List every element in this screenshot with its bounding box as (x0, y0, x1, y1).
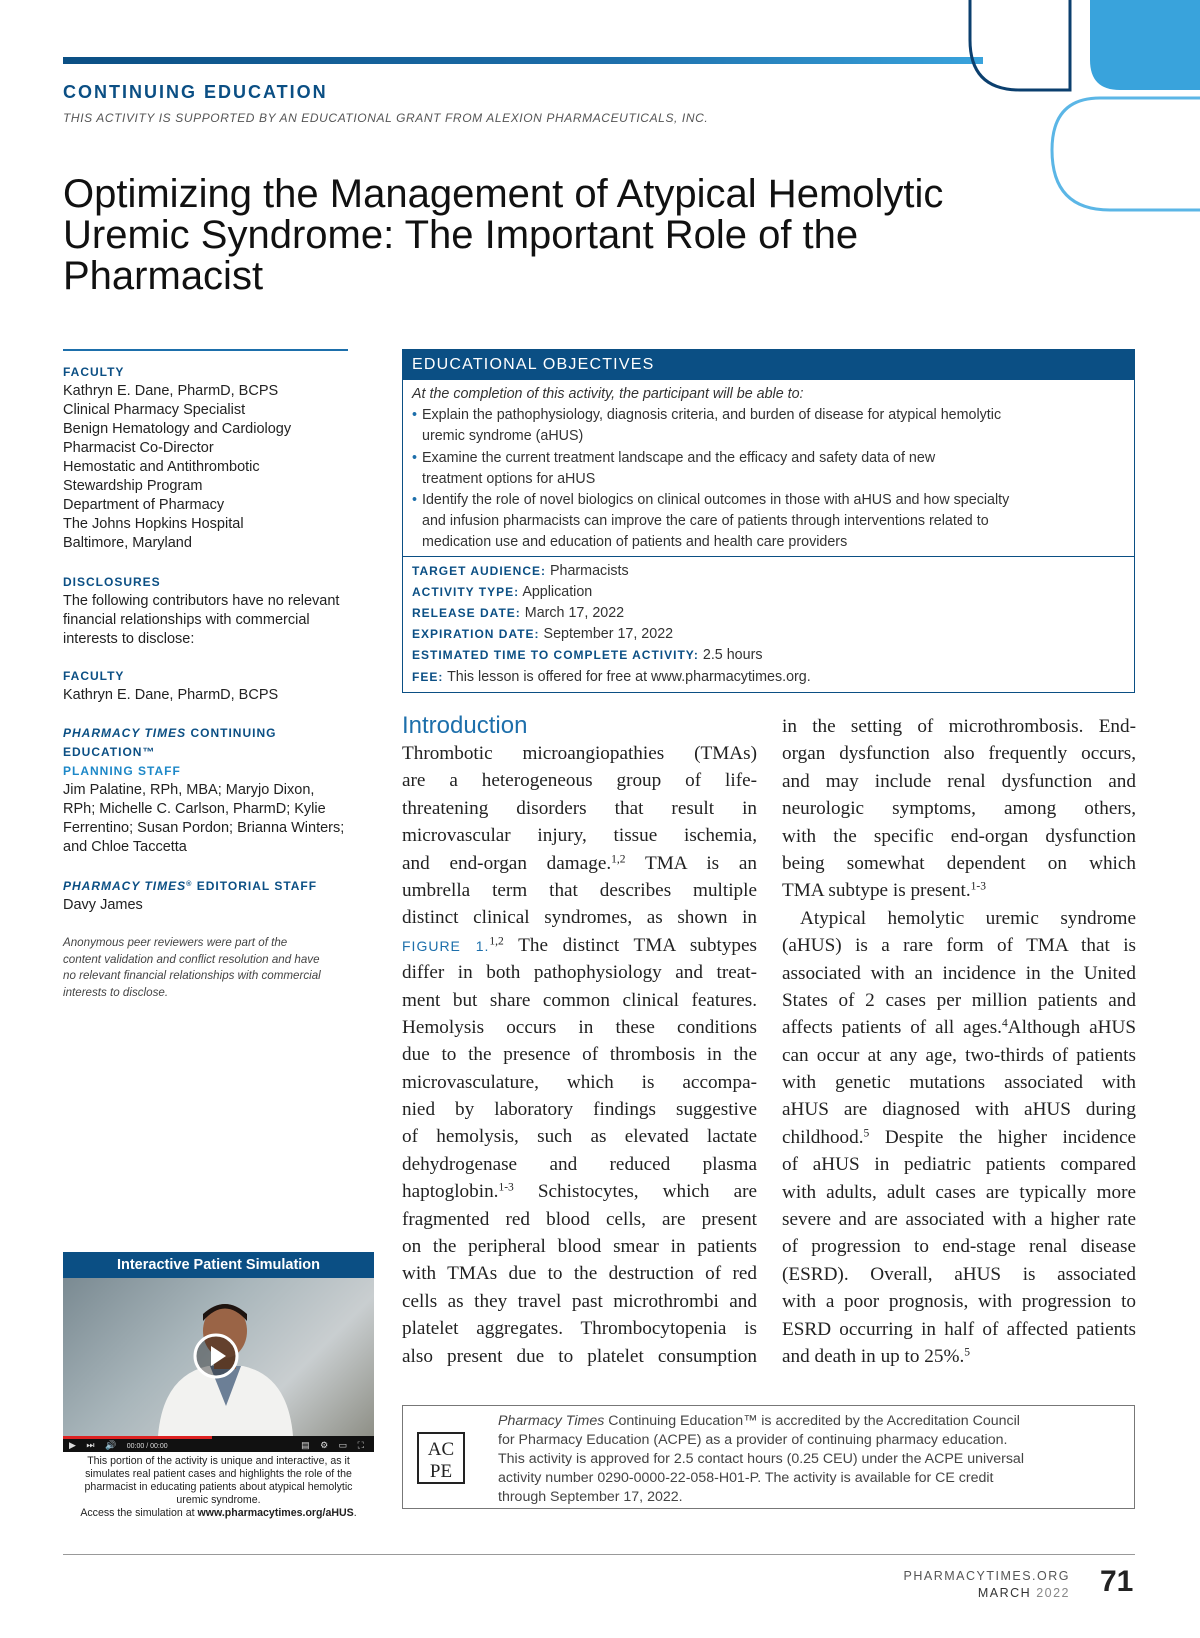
introduction-heading: Introduction (402, 712, 528, 739)
text-line: Hemolysis occurs in these conditions (402, 1016, 757, 1038)
peer-reviewer-note (63, 935, 363, 1001)
objectives-intro: At the completion of this activity, the participant will be able to: (412, 386, 804, 402)
estimated-time-value: 2.5 hours (702, 647, 763, 664)
planning-staff-heading: PLANNING STAFF (63, 764, 181, 778)
activity-detail-row (412, 667, 1125, 688)
text-line: distinct clinical syndromes, as shown in (402, 907, 757, 929)
citation: 1,2 (489, 935, 504, 948)
faculty-line: The Johns Hopkins Hospital (63, 516, 244, 532)
text-line: of hemolysis, such as elevated lactate (402, 1126, 757, 1148)
article-title (63, 174, 1063, 297)
title-line: Uremic Syndrome: The Important Role of the (63, 213, 859, 257)
peer-reviewer-line: interests to disclose. (63, 985, 169, 999)
text-line: threatening disorders that result in (402, 797, 757, 819)
ptce-heading (63, 724, 363, 743)
objectives-heading: EDUCATIONAL OBJECTIVES (403, 350, 1134, 380)
activity-detail-row (412, 582, 1125, 603)
settings-fullscreen-icons[interactable]: ▤ ⚙ ▭ ⛶ (301, 1440, 368, 1450)
simulation-caption-line: simulates real patient cases and highlights the role of the (85, 1468, 352, 1480)
citation: 1-3 (498, 1181, 514, 1194)
ptce-heading-rest: CONTINUING (186, 726, 277, 740)
text-line: due to the presence of thrombosis in the (402, 1044, 757, 1066)
estimated-time-label: ESTIMATED TIME TO COMPLETE ACTIVITY: (412, 648, 699, 663)
objective-line: • Identify the role of novel biologics on clinical outcomes in those with aHUS and how specialty (422, 492, 1010, 509)
page-number: 71 (1100, 1565, 1134, 1598)
accreditation-line: activity number 0290-0000-22-058-H01-P. The activity is available for CE credit (498, 1470, 994, 1486)
text-line (402, 1178, 757, 1205)
text-line: ESRD occurring in half of affected patients (782, 1318, 1136, 1340)
text-line: being somewhat dependent on which (782, 852, 1136, 874)
deco-solid-shape (1090, 0, 1200, 90)
text-line: can occur at any age, two-thirds of patients (782, 1044, 1136, 1066)
video-progress-bar[interactable] (63, 1436, 212, 1439)
disclosures-line: interests to disclose: (63, 631, 195, 647)
planning-staff-line: Ferrentino; Susan Pordon; Brianna Winters; (63, 820, 345, 836)
text-line: (aHUS) is a rare form of TMA that is (782, 935, 1136, 957)
editorial-staff-heading (63, 877, 363, 896)
text-span: TMA subtype is present. (782, 880, 971, 902)
text-line: with a poor prognosis, with progression to (782, 1291, 1136, 1313)
citation: 1-3 (970, 881, 987, 894)
text-span: childhood. (782, 1126, 864, 1148)
simulation-caption-line: This portion of the activity is unique and interactive, as it (87, 1455, 350, 1467)
objective-item (412, 448, 1125, 490)
disclosures-line: financial relationships with commercial (63, 612, 310, 628)
svg-text:PE: PE (429, 1461, 453, 1482)
text-line: States of 2 cases per million patients and (782, 989, 1136, 1011)
editorial-heading-brand: PHARMACY TIMES (63, 879, 187, 893)
text-span: Despite the higher incidence (869, 1126, 1136, 1148)
faculty-line: Pharmacist Co-Director (63, 440, 214, 456)
faculty-line: Kathryn E. Dane, PharmD, BCPS (63, 383, 279, 399)
faculty-block (63, 363, 363, 553)
activity-detail-row (412, 603, 1125, 624)
editorial-staff-block (63, 877, 363, 915)
section-label: CONTINUING EDUCATION (63, 82, 328, 102)
accreditation-line: This activity is approved for 2.5 contact hours (0.25 CEU) under the ACPE universal (498, 1451, 1024, 1467)
text-line: also present due to platelet consumption (402, 1345, 757, 1367)
simulation-video[interactable] (63, 1278, 374, 1436)
text-line: umbrella term that describes multiple (402, 879, 757, 901)
play-icon[interactable] (193, 1333, 239, 1379)
deco-light-outline-shape (1052, 98, 1200, 210)
article-column-right (782, 713, 1136, 1370)
disclosures-block (63, 573, 363, 649)
educational-objectives-box (402, 349, 1135, 693)
text-line: in the setting of microthrombosis. End- (782, 716, 1136, 737)
fee-value: This lesson is offered for free at www.pharmacytimes.org. (447, 668, 811, 685)
text-line (782, 877, 1136, 904)
simulation-heading: Interactive Patient Simulation (63, 1252, 374, 1278)
faculty-disclosure-block (63, 667, 363, 705)
text-line (402, 850, 757, 877)
objective-line: • Examine the current treatment landscape and the efficacy and safety data of new (422, 449, 936, 466)
figure-reference-link[interactable]: FIGURE 1. (402, 937, 490, 954)
text-line: of progression to end-stage renal disease (782, 1236, 1136, 1258)
activity-detail-row (412, 645, 1125, 666)
grant-note: THIS ACTIVITY IS SUPPORTED BY AN EDUCATIONAL GRANT FROM ALEXION PHARMACEUTICALS, INC. (63, 111, 709, 125)
text-line: (ESRD). Overall, aHUS is associated (782, 1263, 1136, 1285)
simulation-access-line (63, 1507, 374, 1520)
simulation-caption (63, 1455, 374, 1520)
sidebar-rule (63, 349, 348, 351)
accreditation-text (498, 1412, 1118, 1507)
text-line: with genetic mutations associated with (782, 1072, 1136, 1094)
svg-text:AC: AC (427, 1439, 455, 1460)
footer-year: 2022 (1036, 1586, 1070, 1600)
text-line: Atypical hemolytic uremic syndrome (800, 907, 1136, 929)
text-line: and may include renal dysfunction and (782, 770, 1136, 792)
footer-month: MARCH (977, 1586, 1032, 1600)
text-line: associated with an incidence in the United (782, 962, 1136, 984)
activity-type-label: ACTIVITY TYPE: (412, 584, 520, 599)
text-span: Schistocytes, which are (513, 1181, 757, 1203)
footer-rule (63, 1554, 1135, 1555)
playback-control-icons[interactable]: ▶ ⏭ 🔊 00:00 / 00:00 (69, 1440, 168, 1450)
text-span: affects patients of all ages. (782, 1017, 1002, 1039)
accreditation-text-span: Continuing Education™ is accredited by the Accreditation Council (604, 1413, 1020, 1429)
text-line: aHUS are diagnosed with aHUS during (782, 1099, 1136, 1121)
objective-line: and infusion pharmacists can improve the care of patients through interventions related to (422, 513, 989, 530)
video-controls (63, 1436, 374, 1452)
accreditation-line: through September 17, 2022. (498, 1489, 683, 1505)
text-line: organ dysfunction also frequently occurs, (782, 743, 1136, 765)
faculty-line: Stewardship Program (63, 478, 203, 494)
text-line: microvasculature, which is accompa- (402, 1071, 757, 1093)
planning-staff-line: and Chloe Taccetta (63, 839, 187, 855)
target-audience-value: Pharmacists (549, 562, 629, 579)
simulation-caption-line: uremic syndrome. (176, 1494, 261, 1506)
objective-line: • Explain the pathophysiology, diagnosis criteria, and burden of disease for atypical hemolytic (422, 407, 1002, 424)
faculty-heading: FACULTY (63, 365, 125, 379)
accreditation-brand: Pharmacy Times (498, 1413, 605, 1429)
text-line: of aHUS in pediatric patients compared (782, 1154, 1136, 1176)
simulation-caption-line: pharmacist in educating patients about atypical hemolytic (84, 1481, 353, 1493)
planning-staff-block (63, 724, 363, 857)
article-column-left (402, 740, 757, 1370)
fee-label: FEE: (412, 669, 444, 684)
simulation-link[interactable]: www.pharmacytimes.org/aHUS (197, 1507, 354, 1519)
text-line: nied by laboratory findings suggestive (402, 1099, 757, 1121)
release-date-label: RELEASE DATE: (412, 606, 521, 621)
text-span: Although aHUS (1007, 1017, 1137, 1039)
text-line: severe and are associated with a higher rate (782, 1209, 1136, 1231)
faculty-line: Department of Pharmacy (63, 497, 225, 513)
editorial-staff-name: Davy James (63, 897, 143, 913)
objectives-body (403, 380, 1134, 557)
patient-simulation-box (63, 1252, 374, 1520)
text-span: and death in up to 25%. (782, 1345, 965, 1367)
objective-item (412, 490, 1125, 554)
activity-details (403, 557, 1134, 688)
faculty-line: Clinical Pharmacy Specialist (63, 402, 246, 418)
peer-reviewer-line: content validation and conflict resolution and have (63, 952, 320, 966)
accreditation-line (498, 1412, 1118, 1431)
text-line: differ in both pathophysiology and treat- (402, 962, 757, 984)
expiration-date-value: September 17, 2022 (543, 626, 674, 643)
text-span: haptoglobin. (402, 1181, 499, 1203)
text-line: platelet aggregates. Thrombocytopenia is (402, 1318, 757, 1340)
header-accent-bar (63, 57, 983, 64)
planning-staff-line: RPh; Michelle C. Carlson, PharmD; Kylie (63, 801, 326, 817)
peer-reviewer-line: Anonymous peer reviewers were part of the (63, 936, 288, 949)
target-audience-label: TARGET AUDIENCE: (412, 563, 546, 578)
objective-line: uremic syndrome (aHUS) (422, 428, 584, 445)
citation: 5 (863, 1127, 870, 1140)
peer-reviewer-line: no relevant financial relationships with commercial (63, 969, 321, 982)
faculty-line: Benign Hematology and Cardiology (63, 421, 292, 437)
ptce-heading-brand: PHARMACY TIMES (63, 726, 187, 740)
accreditation-box (402, 1405, 1135, 1509)
expiration-date-label: EXPIRATION DATE: (412, 627, 540, 642)
text-line: with TMAs due to the destruction of red (402, 1263, 757, 1285)
text-line (402, 932, 757, 959)
text-line (782, 1124, 1136, 1151)
text-line: neurologic symptoms, among others, (782, 798, 1136, 820)
deco-outline-shape (970, 0, 1070, 90)
text-line: with the specific end-organ dysfunction (782, 825, 1136, 847)
registered-mark: ® (186, 879, 193, 889)
text-line: on the peripheral blood smear in patients (402, 1236, 757, 1258)
text-span: and end-organ damage. (402, 852, 612, 874)
accreditation-line: for Pharmacy Education (ACPE) as a provider of continuing pharmacy education. (498, 1432, 1008, 1448)
footer-issue-date (870, 1586, 1070, 1600)
activity-type-value: Application (522, 583, 593, 600)
footer-site: PHARMACYTIMES.ORG (903, 1569, 1070, 1583)
disclosures-heading: DISCLOSURES (63, 575, 161, 589)
text-line (782, 1014, 1136, 1041)
activity-detail-row (412, 561, 1125, 582)
text-line: cells as they travel past microthrombi and (402, 1290, 757, 1312)
text-line (782, 1343, 1136, 1370)
text-span: The distinct TMA subtypes (503, 934, 757, 956)
text-line: fragmented red blood cells, are present (402, 1208, 757, 1230)
text-line: dehydrogenase and reduced plasma (402, 1153, 757, 1175)
ptce-heading-line2: EDUCATION™ (63, 745, 156, 759)
citation: 4 (1001, 1017, 1008, 1030)
text-span: TMA is an (625, 852, 757, 874)
objective-line: medication use and education of patients and health care providers (422, 534, 848, 551)
objective-item (412, 405, 1125, 447)
faculty-line: Baltimore, Maryland (63, 535, 192, 551)
faculty-disclosure-name: Kathryn E. Dane, PharmD, BCPS (63, 687, 279, 703)
release-date-value: March 17, 2022 (524, 605, 625, 622)
access-suffix: . (353, 1507, 357, 1519)
faculty-disclosure-heading: FACULTY (63, 669, 125, 683)
planning-staff-line: Jim Palatine, RPh, MBA; Maryjo Dixon, (63, 782, 315, 798)
citation: 1,2 (611, 853, 626, 866)
disclosures-line: The following contributors have no relevant (63, 593, 340, 609)
text-line: are a heterogeneous group of life- (402, 770, 757, 792)
text-line: ment but share common clinical features. (402, 989, 757, 1011)
text-line: Thrombotic microangiopathies (TMAs) (402, 743, 757, 764)
faculty-line: Hemostatic and Antithrombotic (63, 459, 260, 475)
editorial-heading-rest: EDITORIAL STAFF (192, 879, 318, 893)
text-line: microvascular injury, tissue ischemia, (402, 825, 757, 847)
text-line: with adults, adult cases are typically more (782, 1181, 1136, 1203)
title-line: Pharmacist (63, 254, 264, 298)
acpe-logo (417, 1432, 467, 1484)
objective-line: treatment options for aHUS (422, 470, 596, 487)
video-time-readout: 00:00 / 00:00 (126, 1443, 168, 1450)
access-prefix: Access the simulation at (80, 1507, 198, 1519)
citation: 5 (964, 1346, 971, 1359)
activity-detail-row (412, 624, 1125, 645)
title-line: Optimizing the Management of Atypical Hemolytic (63, 172, 944, 216)
